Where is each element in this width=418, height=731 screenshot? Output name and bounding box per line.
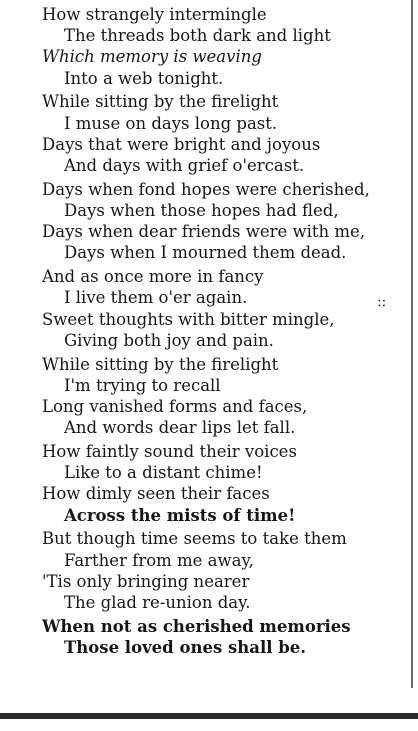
stanza-8 [42, 616, 402, 658]
column-divider-rule [411, 0, 413, 688]
poem-line: Days that were bright and joyous [42, 134, 321, 154]
poem-line: Sweet thoughts with bitter mingle, [42, 309, 335, 329]
poem-line: I live them o'er again. [64, 288, 248, 308]
poem-line: The threads both dark and light [64, 26, 331, 46]
poem-line: But though time seems to take them [42, 529, 347, 549]
poem-line: How faintly sound their voices [42, 442, 297, 462]
poem-line: And as once more in fancy [42, 267, 264, 287]
stanza-3 [42, 179, 402, 264]
poem-line: How strangely intermingle [42, 5, 267, 24]
poem-line: I muse on days long past. [64, 113, 278, 133]
poem-line: Farther from me away, [64, 550, 254, 570]
stanza-5 [42, 354, 402, 439]
stanza-2 [42, 91, 402, 176]
poem-line: I'm trying to recall [64, 375, 221, 395]
poem-line: Long vanished forms and faces, [42, 397, 308, 417]
poem-line: Across the mists of time! [64, 505, 296, 525]
poem-line: 'Tis only bringing nearer [42, 571, 250, 591]
poem-line: When not as cherished memories [42, 616, 351, 636]
poem-line: How dimly seen their faces [42, 484, 270, 504]
poem-line: Days when I mourned them dead. [64, 243, 347, 263]
poem-line: While sitting by the firelight [42, 92, 279, 112]
poem-line: Days when those hopes had fled, [64, 201, 339, 221]
poem-line: And days with grief o'ercast. [64, 156, 305, 176]
poem-body [42, 4, 402, 661]
poem-line: Days when fond hopes were cherished, [42, 179, 370, 199]
poem-line: Giving both joy and pain. [64, 330, 274, 350]
bottom-border-rule [0, 713, 418, 719]
poem-line: Those loved ones shall be. [64, 638, 307, 658]
margin-marks: :: [374, 298, 391, 308]
poem-line: The glad re-union day. [64, 593, 251, 613]
poem-line: And words dear lips let fall. [64, 418, 296, 438]
stanza-7 [42, 528, 402, 613]
poem-line: Days when dear friends were with me, [42, 222, 366, 242]
poem-line: Into a web tonight. [64, 68, 224, 88]
stanza-6 [42, 441, 402, 526]
stanza-4 [42, 266, 402, 351]
poem-line: Like to a distant chime! [64, 463, 263, 483]
poem-line: While sitting by the firelight [42, 354, 279, 374]
poem-line: Which memory is weaving [42, 47, 262, 67]
stanza-1 [42, 4, 402, 89]
